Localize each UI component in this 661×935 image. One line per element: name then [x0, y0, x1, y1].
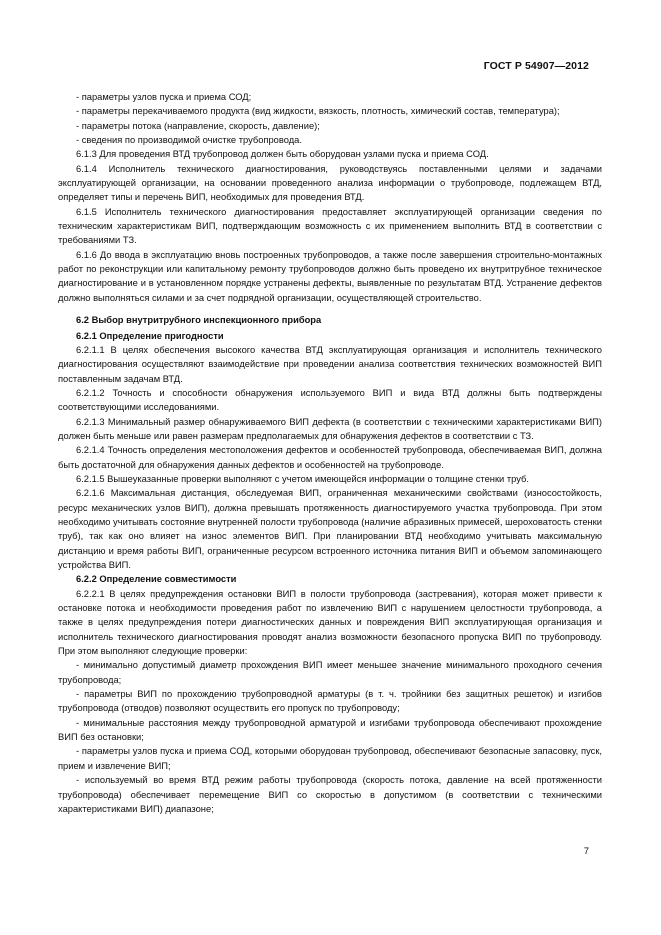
- paragraph: 6.2.1.3 Минимальный размер обнаруживаемого ВИП дефекта (в соответствии с техническими характеристиками ВИП) должен быть меньше или равен размерам предполагаемых для обнаружения дефектов в соответствии с ТЗ.: [58, 416, 602, 441]
- standard-header: ГОСТ Р 54907—2012: [483, 60, 589, 72]
- paragraph: 6.2.1.1 В целях обеспечения высокого качества ВТД эксплуатирующая организация и исполнитель технического диагностирования осуществляют взаимодействие при проведении анализа соответствия технических возможностей ВИП поставленным задачам ВТД.: [58, 344, 602, 384]
- paragraph: 6.1.4 Исполнитель технического диагностирования, руководствуясь поставленными целями и задачами эксплуатирующей организации, на основании проведенного анализа информации о трубопроводе, подлежащем ВТД, определяет типы и перечень ВИП, необходимых для проведения ВТД.: [58, 163, 602, 203]
- section-heading: 6.2.2 Определение совместимости: [76, 574, 237, 585]
- document-body: [58, 90, 602, 816]
- paragraph: 6.2.1.2 Точность и способности обнаружения используемого ВИП и вида ВТД должны быть подтверждены соответствующими исследованиями.: [58, 387, 602, 413]
- section-heading: 6.2.1 Определение пригодности: [76, 330, 224, 341]
- page-number: 7: [583, 846, 589, 857]
- paragraph: - параметры потока (направление, скорость, давление);: [76, 120, 320, 131]
- paragraph: 6.2.1.4 Точность определения местоположения дефектов и особенностей трубопровода, обеспечиваемая ВИП, должна быть достаточной для обнаружения данных дефектов и особенностей на трубопроводе.: [58, 445, 602, 470]
- paragraph: - используемый во время ВТД режим работы трубопровода (скорость потока, давление на всей протяженности трубопровода) обеспечивает перемещение ВИП со скоростью в допустимом (в соответствии с техническими характеристиками ВИП) диапазоне;: [58, 775, 602, 814]
- paragraph: 6.2.1.5 Вышеуказанные проверки выполняют с учетом имеющейся информации о толщине стенки труб.: [76, 473, 529, 484]
- paragraph: - параметры узлов пуска и приема СОД;: [76, 92, 252, 102]
- paragraph: - параметры узлов пуска и приема СОД, которыми оборудован трубопровод, обеспечивают безопасные запасовку, пуск, прием и извлечение ВИП;: [58, 746, 602, 771]
- section-heading: 6.2 Выбор внутритрубного инспекционного прибора: [76, 315, 322, 326]
- paragraph: 6.1.5 Исполнитель технического диагностирования предоставляет эксплуатирующей организации сведения по техническим характеристикам ВИП, подтверждающим возможность с их применением выполнить ВТД в соответствии с требованиями ТЗ.: [58, 206, 602, 246]
- paragraph: 6.2.2.1 В целях предупреждения остановки ВИП в полости трубопровода (застревания), которая может привести к остановке потока и необходимости проведения работ по извлечению ВИП с нарушением целостности трубопровода, а также в целях предупреждения потери диагностических данных и повреждения ВИП эксплуатирующая организация и исполнитель технического диагностирования проводят анализ возможности безопасного пропуска ВИП по трубопроводу. При этом выполняют следующие проверки:: [58, 588, 602, 657]
- paragraph: 6.1.3 Для проведения ВТД трубопровод должен быть оборудован узлами пуска и приема СОД.: [76, 149, 489, 160]
- paragraph: 6.1.6 До ввода в эксплуатацию вновь построенных трубопроводов, а также после завершения строительно-монтажных работ по реконструкции или капитальному ремонту трубопроводов должно быть проведено их внутритрубное техническое диагностирование и в установленном порядке устранены дефекты, выявленные по результатам ВТД. Устранение дефектов должно выполняться силами и за счет подрядной организации, осуществляющей строительство.: [58, 249, 602, 303]
- paragraph: - минимально допустимый диаметр прохождения ВИП имеет меньшее значение минимального проходного сечения трубопровода;: [58, 660, 602, 685]
- paragraph: - параметры ВИП по прохождению трубопроводной арматуры (в т. ч. тройники без защитных решеток) и изгибов трубопровода (отводов) позволяют осуществить его пропуск по трубопроводу;: [58, 689, 602, 714]
- paragraph: 6.2.1.6 Максимальная дистанция, обследуемая ВИП, ограниченная механическими свойствами (износостойкость, ресурс механических узлов ВИП), должна превышать протяженность диагностируемого участка трубопровода. При этом необходимо учитывать состояние внутренней полости трубопровода (наличие абразивных примесей, шероховатость стенки труб), так как оно влияет на износ элементов ВИП. При планировании ВТД необходимо учитывать максимальную дистанцию и время работы ВИП, ограниченные ресурсом встроенного источника питания ВИП и объемом запоминающего устройства ВИП.: [58, 488, 602, 570]
- paragraph: - минимальные расстояния между трубопроводной арматурой и изгибами трубопровода обеспечивают прохождение ВИП без остановки;: [58, 717, 602, 743]
- paragraph: - сведения по производимой очистке трубопровода.: [76, 135, 302, 146]
- paragraph: - параметры перекачиваемого продукта (вид жидкости, вязкость, плотность, химический состав, температура);: [76, 106, 560, 117]
